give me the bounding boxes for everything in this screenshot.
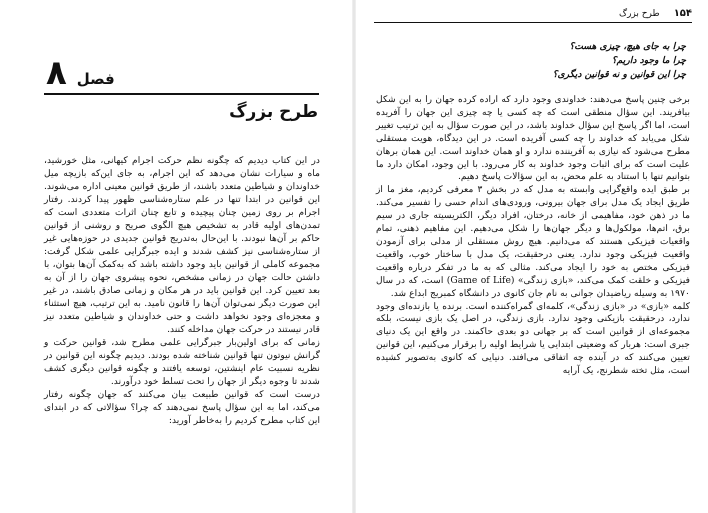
question-item: چرا ما وجود داریم؟ <box>611 55 686 66</box>
running-title: طرح بزرگ <box>619 9 660 19</box>
page-number: ۱۵۴ <box>673 8 692 19</box>
paragraph: درست است که قوانین طبیعت بیان می‌کنند که جهان چگونه رفتار می‌کند، اما به این سؤال پاسخ نمی‌دهند که چرا؟ سؤالاتی که در ابتدای این کتاب مطرح کردیم را به‌خاطر آورید: <box>44 389 320 426</box>
header-rule <box>374 22 692 23</box>
paragraph: در این کتاب دیدیم که چگونه نظم حرکت اجرام کیهانی، مثل خورشید، ماه و سیارات نشان می‌دهد که این اجرام، به جای این‌که بازیچه میل خداوندان و شیاطین متعدد باشند، از طریق قوانین معینی اداره می‌شوند. این قوانین در ابتدا تنها در علم ستاره‌شناسی ظهور پیدا کردند. رفتار اجرام بر روی زمین چنان پیچیده و تابع چنان اثرات متعددی است که تمدن‌های اولیه قادر به تشخیص هیچ الگوی صریح و روشنی از قوانین حاکم بر آن‌ها نبودند. با این‌حال به‌تدریج قوانین جدیدی در حوزه‌هایی غیر از ستاره‌شناسی نیز کشف شدند و ایده جبرگرایی علمی شکل گرفت: مجموعه کاملی از قوانین باید وجود داشته باشد که به‌کمک آن‌ها بتوان، با داشتن حالت جهان در زمانی مشخص، نحوه پیشروی جهان را از آن به بعد تعیین کرد. این قوانین باید در هر مکان و زمانی صادق باشند، در غیر این صورت دیگر نمی‌توان آن‌ها را قانون نامید. به این ترتیب، هیچ استثناء و معجزه‌ای وجود نخواهد داشت و حتی خداوندان و شیاطین متعدد نیز قادر نیستند در حرکت جهان مداخله کنند. <box>44 155 320 335</box>
chapter-word: فصل <box>76 70 115 88</box>
chapter-title: طرح بزرگ <box>229 102 318 122</box>
question-item: چرا به جای هیچ، چیزی هست؟ <box>569 41 686 52</box>
question-list <box>553 40 686 82</box>
paragraph: برخی چنین پاسخ می‌دهند: خداوندی وجود دارد که اراده کرده جهان را به این شکل بیافریند. این سؤال منطقی است که چه کسی یا چه چیزی این جهان را آفریده است، اما اگر پاسخ این سؤال خداوند باشد، در این صورت سؤال به این ترتیب تغییر شکل می‌یابد که خداوند را چه کسی آفریده است. در این دیدگاه، هویت مستقلی مطرح می‌شود که نیازی به آفریننده ندارد و او همان خداوند است. این همان برهان علیت است که برای اثبات وجود خداوند به کار می‌رود. با این وجود، امکان دارد ما بتوانیم تنها با استناد به علم محض، به این سؤالات پاسخ دهیم. <box>376 94 690 183</box>
right-body-text <box>376 94 690 378</box>
paragraph: کلمه «بازی» در «بازی زندگی»، کلمه‌ای گمراه‌کننده است. برنده یا بازنده‌ای وجود ندارد، درحقیقت بازیکنی وجود ندارد. بازی زندگی، در اصل یک بازی نیست، بلکه مجموعه‌ای از قوانین است که بر جهانی دو بعدی حاکمند. در واقع این یک دنیای جبری است: هربار که وضعیتی ابتدایی یا شرایط اولیه را برقرار می‌کنیم، این قوانین تعیین می‌کنند که در آینده چه اتفاقی می‌افتد. دنیایی که کانوی به‌تصویر کشیده است، مثل تخته شطرنج، یک آرایه <box>376 300 690 377</box>
running-head <box>619 8 692 19</box>
chapter-number: ۸ <box>46 53 67 93</box>
paragraph: زمانی که برای اولین‌بار جبرگرایی علمی مطرح شد، قوانین حرکت و گرانش نیوتون تنها قوانین شناخته شده بودند. دیدیم چگونه این قوانین در نظریه نسبیت عام اینشتین، توسعه یافتند و چگونه قوانین دیگری کشف شدند تا وجوه دیگر از جهان را تحت تسلط خود درآورند. <box>44 337 320 387</box>
question-item: چرا این قوانین و نه قوانین دیگری؟ <box>552 69 686 80</box>
left-body-text <box>44 154 320 427</box>
right-page <box>354 0 708 513</box>
chapter-label <box>46 53 115 93</box>
paragraph: بر طبق ایده واقع‌گرایی وابسته به مدل که در بخش ۳ معرفی کردیم، مغز ما از طریق ایجاد یک مدل برای جهان بیرونی، ورودی‌های اندام حسی را تفسیر می‌کند. ما در ذهن خود، مفاهیمی از خانه، درختان، افراد دیگر، الکتریسیته جاری در سیم برق، اتم‌ها، مولکول‌ها و دیگر جهان‌ها را شکل می‌دهیم. این مفاهیم ذهنی، تمام واقعیات فیزیکی هستند که می‌دانیم. هیچ روش مستقلی از مدلی برای آزمودن واقعیت فیزیکی وجود ندارد. یعنی درحقیقت، یک مدل با ساختار خوب، واقعیت فیزیکی مختص به خود را ایجاد می‌کند. مثالی که به ما در تفکر درباره واقعیت فیزیکی و خلقت کمک می‌کند، «بازی زندگی» (Game of Life) است، که در سال ۱۹۷۰ به وسیله ریاضیدان جوانی به نام جان کانوی در دانشگاه کمبریج ابداع شد. <box>376 184 691 299</box>
chapter-rule <box>44 93 319 95</box>
